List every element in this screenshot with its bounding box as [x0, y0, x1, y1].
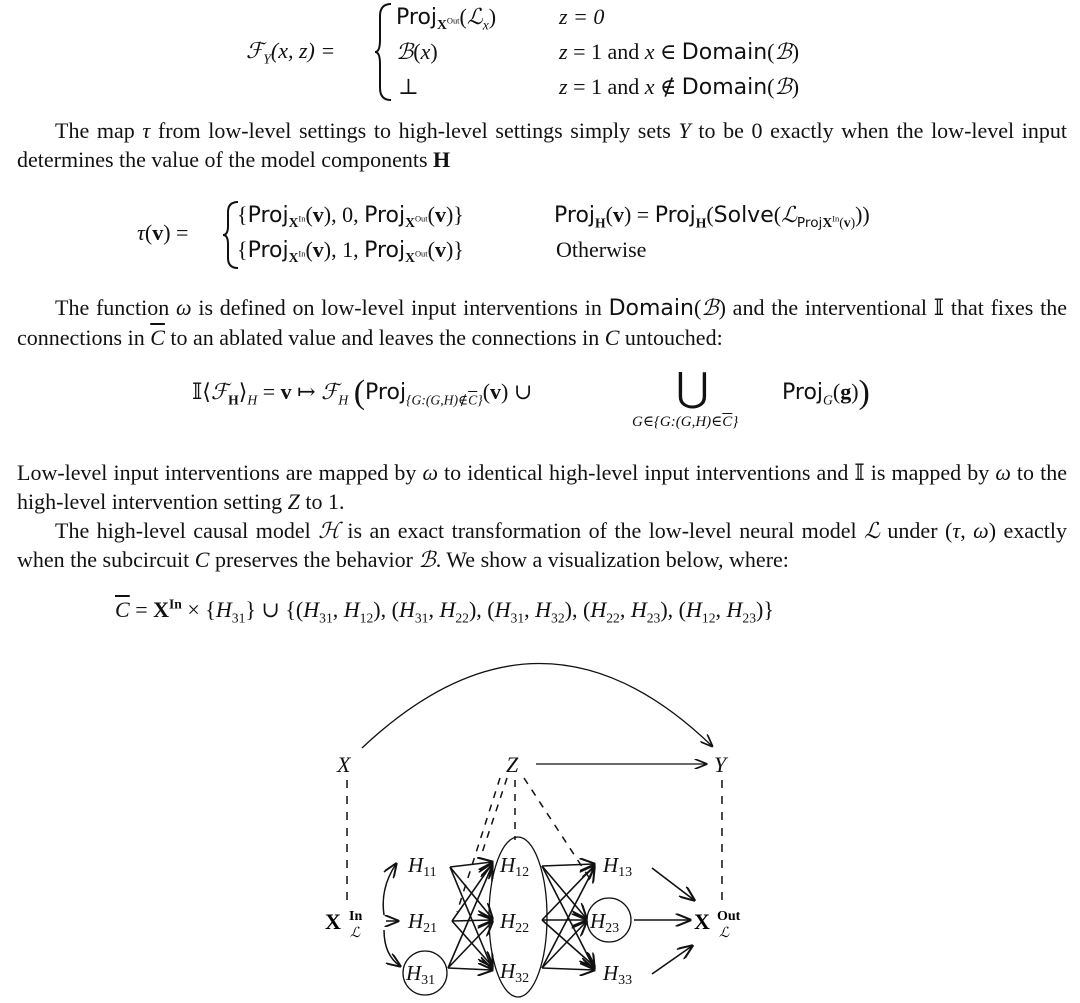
equation-2: [0, 196, 1080, 276]
node-x-out: X: [694, 909, 710, 934]
left-brace-icon: [374, 2, 394, 102]
equation-1: [0, 0, 1080, 110]
node-h22: H22: [500, 909, 530, 936]
node-x-in: X: [325, 909, 341, 934]
eq2-case2-expr: {Proj$_{X^{In}}$(v), 1, Proj$_{X^{Out}}$(v)}: [237, 237, 464, 266]
paragraph-1: The map τ from low-level settings to high-level settings simply sets Y to be 0 exactly when the low-level input determines the value of the model components H: [17, 118, 1068, 172]
paragraph-4: The high-level causal model ℋ is an exact transformation of the low-level neural model ℒ under (τ, ω) exactly when the subcircuit C preserves the behavior ℬ. We show a visualization below, where:: [17, 518, 1068, 572]
node-x-out-sub: ℒ: [719, 926, 730, 941]
node-h11: H11: [408, 853, 437, 880]
node-h12: H12: [500, 853, 530, 880]
node-y: Y: [714, 752, 727, 777]
eq1-case3-cond: z = 1 and x ∉ Domain(ℬ): [559, 74, 800, 100]
eq1-case1-cond: z = 0: [559, 4, 605, 29]
causal-diagram: [0, 640, 1080, 1003]
node-h31: H31: [406, 961, 436, 988]
eq2-case1-expr: {Proj$_{X^{In}}$(v), 0, Proj$_{X^{Out}}$(v)}: [237, 202, 464, 231]
eq1-case2-cond: z = 1 and x ∈ Domain(ℬ): [559, 39, 800, 65]
node-x-in-sub: ℒ: [350, 926, 361, 941]
node-h23: H23: [590, 909, 620, 936]
node-z: Z: [506, 752, 519, 777]
paragraph-3: Low-level input interventions are mapped by ω to identical high-level input interventions and 𝕀 is mapped by ω to the high-level intervention setting Z to 1.: [17, 460, 1067, 514]
eq1-case2-expr: ℬ(x): [396, 39, 438, 64]
eq1-case3-expr: ⊥: [398, 74, 419, 99]
eq2-case1-cond: Proj$_H$(v) = Proj$_H$(Solve(ℒ$_{ProjX^{In}(v)}$)): [554, 202, 870, 232]
paragraph-2: The function ω is defined on low-level input interventions in Domain(ℬ) and the interventional 𝕀 that fixes the connections in $\overline{C}$ to an ablated value and leaves the connections in C untouched:: [17, 295, 1067, 350]
node-h32: H32: [500, 959, 530, 986]
eq1-case1-expr: Proj$_{X^{Out}}$(ℒ$_x$): [396, 4, 497, 33]
equation-4: $\overline{C} = X^{In} \times \{H_{31}\}$ ∪ {($H_{31}$, $H_{12}$), ($H_{31}$, $H_{22}$), ($H_{31}$, $H_{32}$), ($H_{22}$, $H_{23}$), ($H_{12}$, $H_{23}$)}: [115, 596, 774, 626]
big-union-icon: ⋃: [676, 365, 709, 410]
eq1-lhs: ℱ$_Y$(x, z) =: [246, 38, 336, 67]
node-x-in-sup: In: [349, 909, 363, 924]
eq2-lhs: τ(v) =: [137, 220, 189, 245]
equation-3: $𝕀⟨ℱ_H⟩_H = v$ ↦ ℱ$_H$ (Proj$_{\{G:(G,H)\notin\overline{C}\}}$(v) ∪ ⋃ $G\in\{G:(G,H)\in\overline{C}\}$ Proj$_G$(g)): [192, 365, 870, 430]
eq2-case2-cond: Otherwise: [556, 237, 647, 262]
node-h13: H13: [603, 853, 633, 880]
node-h21: H21: [408, 909, 438, 936]
node-x-out-sup: Out: [717, 909, 741, 924]
node-x: X: [337, 752, 351, 777]
node-h33: H33: [603, 961, 633, 988]
